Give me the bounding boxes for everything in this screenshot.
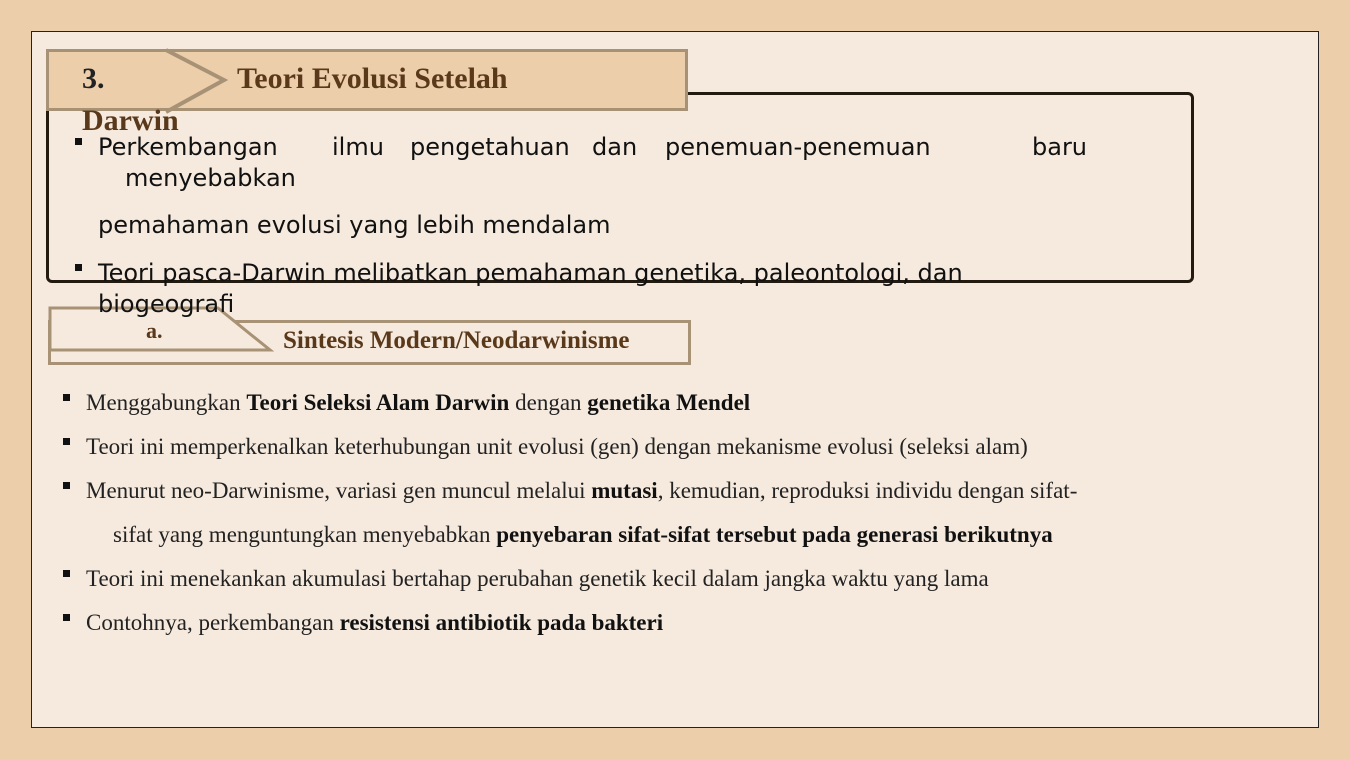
list-item-continuation: sifat yang menguntungkan menyebabkan penyebaran sifat-sifat tersebut pada generasi berikutnya (113, 522, 1053, 547)
intro-word-3: pengetahuan (410, 133, 570, 161)
list-item: Menurut neo-Darwinisme, variasi gen muncul melalui mutasi, kemudian, reproduksi individu dengan sifat- (86, 478, 1078, 503)
bullet-marker (63, 614, 70, 621)
subheading-letter: a. (146, 318, 163, 343)
list-item: Teori ini menekankan akumulasi bertahap perubahan genetik kecil dalam jangka waktu yang lama (86, 566, 989, 591)
page-title-wrap: Darwin (82, 104, 179, 137)
bullet-marker (63, 570, 70, 577)
subheading-title: Sintesis Modern/Neodarwinisme (283, 327, 630, 354)
intro-line-3-cont: biogeografi (98, 290, 235, 318)
intro-line-1-cont: menyebabkan (125, 164, 296, 192)
heading-number: 3. (82, 62, 105, 95)
intro-line-3: Teori pasca-Darwin melibatkan pemahaman genetika, paleontologi, dan (98, 259, 963, 287)
intro-line-2: pemahaman evolusi yang lebih mendalam (98, 211, 611, 239)
bullet-marker (75, 264, 82, 271)
bullet-marker (63, 394, 70, 401)
intro-word-5: penemuan-penemuan (665, 133, 931, 161)
intro-word-2: ilmu (332, 133, 384, 161)
page-title: Teori Evolusi Setelah (237, 62, 508, 95)
bullet-marker (63, 438, 70, 445)
list-item: Menggabungkan Teori Seleksi Alam Darwin dengan genetika Mendel (86, 390, 751, 415)
intro-word-1: Perkembangan (98, 133, 278, 161)
bullet-marker (63, 482, 70, 489)
list-item: Teori ini memperkenalkan keterhubungan unit evolusi (gen) dengan mekanisme evolusi (seleksi alam) (86, 434, 1028, 459)
intro-word-4: dan (592, 133, 638, 161)
bullet-marker (75, 138, 82, 145)
list-item: Contohnya, perkembangan resistensi antibiotik pada bakteri (86, 610, 664, 635)
intro-word-6: baru (1032, 133, 1088, 161)
